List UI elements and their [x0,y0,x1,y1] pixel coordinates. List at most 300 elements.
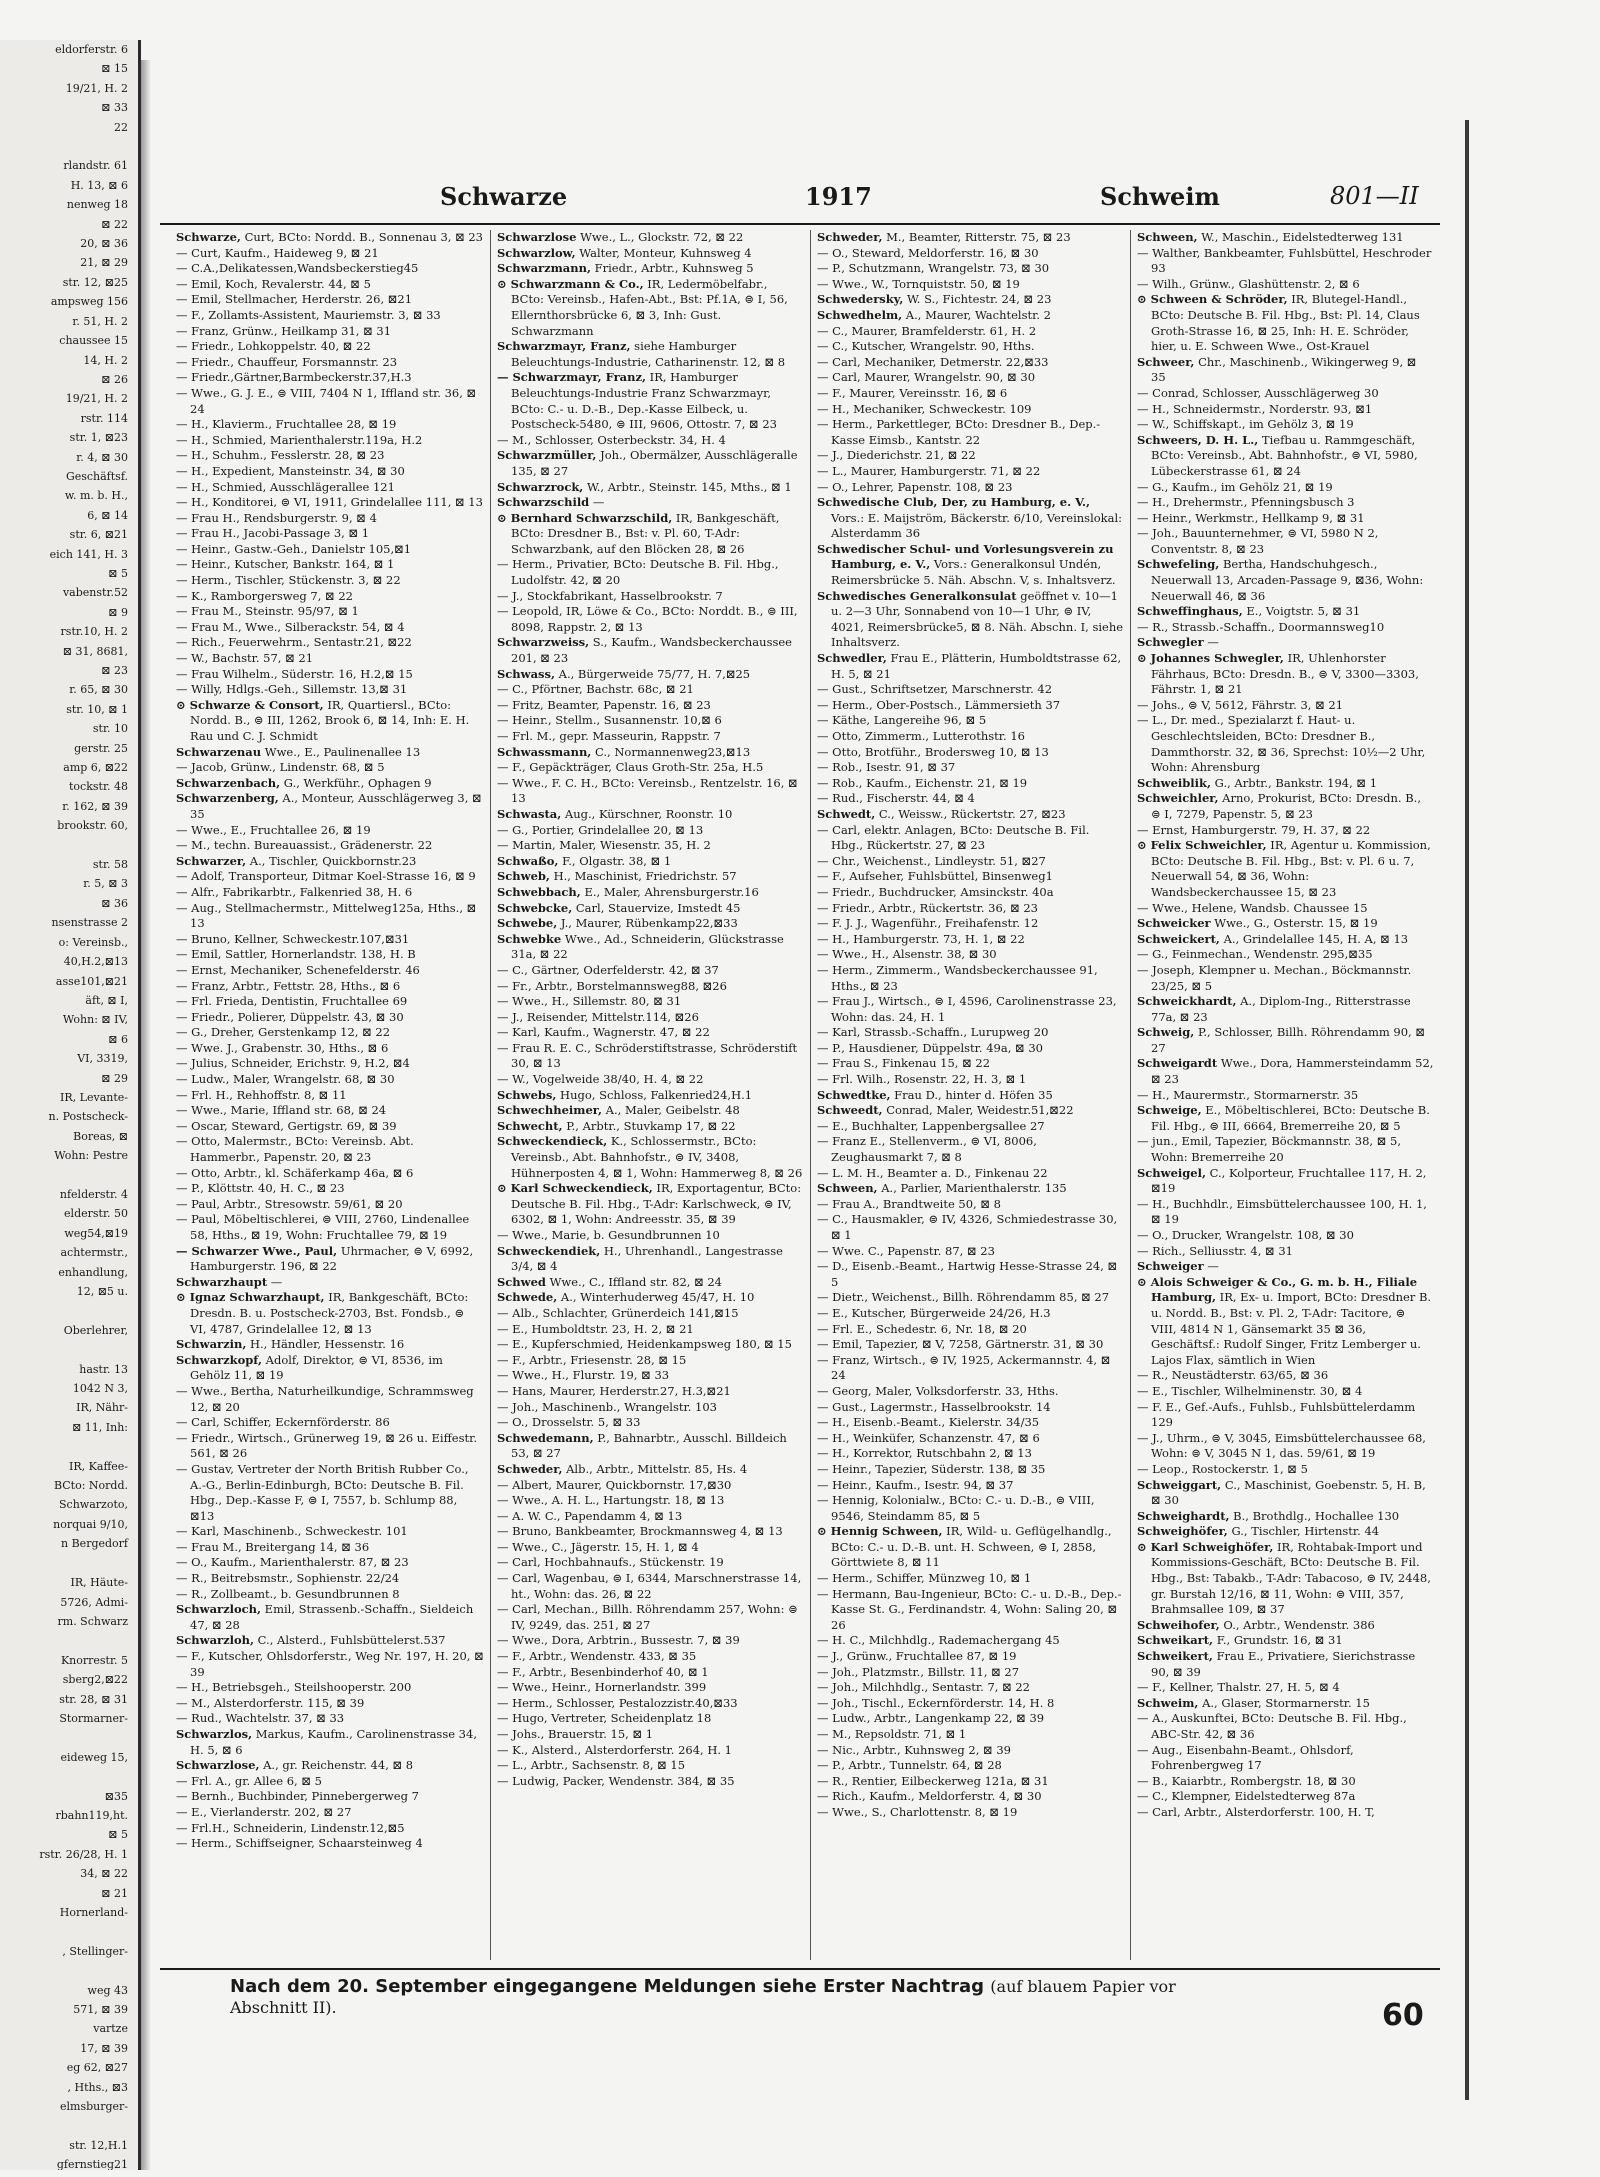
entry-details: — Albert, Maurer, Quickbornstr. 17,⊠30 [497,1477,732,1492]
directory-entry [1137,698,1434,714]
directory-entry [817,1415,1124,1431]
directory-entry [176,869,484,885]
entry-details: — Herm., Schiffer, Münzweg 10, ⊠ 1 [817,1571,1032,1586]
directory-entry [817,1353,1124,1384]
directory-entry [176,1056,484,1072]
entry-name: Schweb, [497,869,550,884]
entry-name: Schwede, [497,1290,558,1305]
directory-entry [817,1493,1124,1524]
entry-name: ⊙ Ignaz Schwarzhaupt, [176,1290,325,1305]
entry-name: Schweer, [1137,354,1195,369]
entry-name: Schwarzenberg, [176,791,279,806]
entry-name: Schwecht, [497,1118,563,1133]
entry-details: — G., Dreher, Gerstenkamp 12, ⊠ 22 [176,1025,391,1040]
directory-entry [497,1743,804,1759]
entry-details: — Herm., Schiffseigner, Schaarsteinweg 4 [176,1836,423,1851]
directory-entry [497,1384,804,1400]
directory-entry [176,495,484,511]
entry-details: Wwe., Ad., Schneiderin, Glückstrasse 31a, ⊠ 22 [511,931,784,962]
directory-entry [1137,1025,1434,1056]
directory-entry [497,682,804,698]
sliver-line [0,1922,138,1941]
entry-name: Schwedemann, [497,1430,594,1445]
entry-details: IR, Ex- u. Import, BCto: Dresdner B. u. Nordd. B., Bst: v. Pl. 2, T-Adr: Tacitore, ⊜ VIII, 4814 N 1, Gänsemarkt 35 ⊠ 36, Geschäftsf.: Rudolf Singer, Fritz Lemberger u. Lajos Flax, sämtlich in Wien [1151,1290,1432,1367]
directory-entry [817,682,1124,698]
entry-name: Schwarzloh, [176,1633,255,1648]
directory-entry [176,620,484,636]
directory-entry [176,324,484,340]
directory-entry [817,1478,1124,1494]
directory-page [150,120,1450,2160]
entry-name: Schwass, [497,666,555,681]
directory-entry [176,1789,484,1805]
directory-entry [1137,557,1434,604]
directory-entry [497,1353,804,1369]
entry-name: Schwebcke, [497,900,573,915]
directory-entry [497,1431,804,1462]
entry-name: Schwebbach, [497,884,581,899]
entry-details: — Franz E., Stellenverm., ⊜ VI, 8006, Zeughausmarkt 7, ⊠ 8 [817,1134,1037,1165]
sliver-line: rm. Schwarz [57,1614,128,1628]
directory-entry [817,480,1124,496]
sliver-line: 21, ⊠ 29 [80,256,128,270]
entry-details: — O., Kaufm., Marienthalerstr. 87, ⊠ 23 [176,1555,409,1570]
directory-entry [817,651,1124,682]
sliver-line: ⊠ 21 [101,1886,128,1900]
directory-entry [497,713,804,729]
entry-details: — Rob., Isestr. 91, ⊠ 37 [817,760,956,775]
entry-details: — Willy, Hdlgs.-Geh., Sillemstr. 13,⊠ 31 [176,682,408,697]
sliver-line [0,1554,138,1573]
entry-details: — K., Alsterd., Alsterdorferstr. 264, H. 1 [497,1742,732,1757]
entry-details: — Heinr., Kutscher, Bankstr. 164, ⊠ 1 [176,557,395,572]
sliver-line: norquai 9/10, [53,1517,128,1531]
entry-name: Schwarzlose [497,230,577,244]
entry-details: — Carl, Hochbahnaufs., Stückenstr. 19 [497,1555,724,1570]
sliver-line: eich 141, H. 3 [49,547,128,561]
sliver-line: rstr. 114 [80,411,128,425]
entry-details: — Franz, Grünw., Heilkamp 31, ⊠ 31 [176,323,392,338]
entry-details: M., Beamter, Ritterstr. 75, ⊠ 23 [882,230,1071,244]
directory-entry [817,947,1124,963]
entry-details: W., Arbtr., Steinstr. 145, Mths., ⊠ 1 [583,479,792,494]
entry-details: — Dietr., Weichenst., Billh. Röhrendamm 85, ⊠ 27 [817,1290,1110,1305]
sliver-line: eldorferstr. 6 [55,43,128,56]
directory-entry [176,1805,484,1821]
entry-details: — Emil, Tapezier, ⊠ V, 7258, Gärtnerstr. 31, ⊠ 30 [817,1337,1104,1352]
directory-entry [817,1025,1124,1041]
entry-name: Schweighöfer, [1137,1524,1228,1539]
directory-entry [497,1540,804,1556]
entry-name: Schwarzmayr, Franz, [497,339,631,354]
directory-entry [176,1166,484,1182]
entry-details: — Nic., Arbtr., Kuhnsweg 2, ⊠ 39 [817,1742,1011,1757]
directory-entry [817,1446,1124,1462]
directory-entry [817,277,1124,293]
entry-details: E., Möbeltischlerei, BCto: Deutsche B. Fil. Hbg., ⊜ III, 6664, Bremerreihe 20, ⊠ 5 [1151,1103,1430,1133]
entry-details: — Frau H., Jacobi-Passage 3, ⊠ 1 [176,526,370,541]
entry-details: — H., Hamburgerstr. 73, H. 1, ⊠ 22 [817,931,1025,946]
directory-entry [497,1181,804,1228]
entry-details: — M., Schlosser, Osterbeckstr. 34, H. 4 [497,432,726,447]
entry-details: — A. W. C., Papendamm 4, ⊠ 13 [497,1508,683,1523]
directory-entry [497,979,804,995]
entry-name: Schwefeling, [1137,557,1220,572]
directory-entry [817,1306,1124,1322]
entry-details: — Frau M., Breitergang 14, ⊠ 36 [176,1539,370,1554]
entry-details: — Joh., Tischl., Eckernförderstr. 14, H. 8 [817,1695,1055,1710]
entry-details: — Ludw., Arbtr., Langenkamp 22, ⊠ 39 [817,1711,1045,1726]
directory-entry [817,776,1124,792]
entry-details: — D., Eisenb.-Beamt., Hartwig Hesse-Strasse 24, ⊠ 5 [817,1259,1118,1289]
sliver-line: 1042 N 3, [72,1382,128,1396]
directory-entry [817,1633,1124,1649]
entry-details: — Adolf, Transporteur, Ditmar Koel-Strasse 16, ⊠ 9 [176,869,476,884]
entry-name: Schweige, [1137,1103,1202,1118]
directory-entry [1137,495,1434,511]
sliver-line: 17, ⊠ 39 [80,2041,128,2055]
entry-name: Schwarzenbach, [176,775,281,790]
directory-entry [1137,1368,1434,1384]
directory-entry [176,791,484,822]
sliver-line: ⊠ 15 [101,62,128,76]
entry-details: — W., Bachstr. 57, ⊠ 21 [176,651,314,666]
sliver-line [0,1437,138,1456]
directory-entry [497,1680,804,1696]
directory-entry [817,417,1124,448]
entry-details: — Friedr.,Gärtner,Barmbeckerstr.37,H.3 [176,370,412,385]
entry-details: — W., Schiffskapt., im Gehölz 3, ⊠ 19 [1137,417,1354,432]
directory-entry [1137,1711,1434,1742]
sliver-line: ampsweg 156 [50,295,128,309]
sliver-line: gerstr. 25 [74,741,128,755]
entry-details: A., Tischler, Quickbornstr.23 [246,853,417,868]
entry-name: Schwarzlos, [176,1727,253,1741]
entry-name: Schweder, [497,1461,563,1476]
directory-entry [497,1368,804,1384]
sliver-line: str. 58 [92,858,128,872]
entry-details: Walter, Monteur, Kuhnsweg 4 [575,245,752,260]
directory-entry [497,1649,804,1665]
entry-name: Schweikart, [1137,1633,1214,1648]
directory-entry [1137,433,1434,480]
entry-details: — E., Humboldtstr. 23, H. 2, ⊠ 21 [497,1321,694,1336]
directory-entry [817,932,1124,948]
entry-details: — R., Strassb.-Schaffn., Doormannsweg10 [1137,619,1385,634]
sliver-line: tockstr. 48 [69,780,128,794]
directory-entry [1137,776,1434,792]
entry-details: — Frl. M., gepr. Masseurin, Rappstr. 7 [497,729,721,743]
sliver-line: Geschäftsf. [65,469,128,483]
directory-entry [497,1462,804,1478]
directory-entry [176,979,484,995]
entry-details: IR, Bankgeschäft, BCto: Dresdner B., Bst: v. Pl. 60, T-Adr: Schwarzbank, auf den Blöcken 28, ⊠ 26 [511,510,780,556]
entry-details: — C., Hausmakler, ⊜ IV, 4326, Schmiedestrasse 30, ⊠ 1 [817,1212,1118,1242]
entry-details: — Oscar, Steward, Gertigstr. 69, ⊠ 39 [176,1118,397,1133]
entry-details: — H., Betriebsgeh., Steilshooperstr. 200 [176,1680,412,1695]
directory-entry [176,682,484,698]
sliver-line: Wohn: Pestre [54,1149,128,1163]
entry-details: — Wwe., H., Alsenstr. 38, ⊠ 30 [817,947,997,962]
sliver-line: chaussee 15 [59,334,128,348]
entry-details: — Franz, Arbtr., Fettstr. 28, Hths., ⊠ 6 [176,978,401,993]
directory-entry [176,635,484,651]
entry-details: — Martin, Maler, Wiesenstr. 35, H. 2 [497,838,711,853]
directory-entry [817,760,1124,776]
directory-entry [1137,791,1434,822]
page-number: 60 [1382,1998,1424,2033]
entry-details: — Ernst, Mechaniker, Schenefelderstr. 46 [176,962,420,977]
entry-name: ⊙ Johannes Schwegler, [1137,651,1284,666]
directory-entry [176,277,484,293]
sliver-line: 571, ⊠ 39 [73,2003,128,2017]
directory-entry [817,1088,1124,1104]
directory-entry [176,230,484,246]
directory-entry [497,869,804,885]
entry-details: — Curt, Kaufm., Haideweg 9, ⊠ 21 [176,245,379,260]
directory-entry [1137,1244,1434,1260]
directory-entry [497,604,804,635]
entry-details: Wwe., E., Paulinenallee 13 [261,744,421,759]
directory-entry [497,776,804,807]
entry-name: Schwarze, [176,230,241,244]
entry-details: — Carl, Arbtr., Alsterdorferstr. 100, H. T, [1137,1804,1375,1819]
entry-name: Schweikert, [1137,1649,1213,1664]
directory-entry [497,1010,804,1026]
sliver-line: r. 162, ⊠ 39 [62,799,128,813]
directory-entry [817,963,1124,994]
sliver-line: weg54,⊠19 [64,1226,128,1240]
entry-details: — Karl, Maschinenb., Schweckestr. 101 [176,1524,408,1539]
entry-details: — Joh., Bauunternehmer, ⊜ VI, 5980 N 2, Conventstr. 8, ⊠ 23 [1137,526,1379,556]
directory-entry [817,355,1124,371]
directory-entry [497,1290,804,1306]
entry-details: — Friedr., Arbtr., Rückertstr. 36, ⊠ 23 [817,900,1038,915]
entry-details: — Wwe., G. J. E., ⊜ VIII, 7404 N 1, Iffland str. 36, ⊠ 24 [176,385,477,416]
entry-name: Schweffinghaus, [1137,604,1243,619]
directory-entry [497,261,804,277]
directory-entry [176,776,484,792]
entry-details: — Friedr., Chauffeur, Forsmannstr. 23 [176,354,398,369]
entry-details: — F., Arbtr., Wendenstr. 433, ⊠ 35 [497,1649,697,1664]
directory-entry [176,526,484,542]
entry-name: Schwarzmüller, [497,448,597,463]
entry-details: — Wilh., Grünw., Glashüttenstr. 2, ⊠ 6 [1137,276,1360,291]
directory-entry [817,1571,1124,1587]
sliver-line [0,836,138,855]
entry-name: Schwedhelm, [817,307,903,322]
entry-name: Schwebke [497,931,562,946]
directory-entry [1137,620,1434,636]
directory-entry [1137,1540,1434,1618]
entry-name: Schween, [1137,230,1198,244]
directory-entry [497,246,804,262]
entry-details: — Frl.H., Schneiderin, Lindenstr.12,⊠5 [176,1820,405,1835]
entry-details: — F., Gepäckträger, Claus Groth-Str. 25a, H.5 [497,760,764,775]
directory-entry [817,1649,1124,1665]
directory-entry [817,745,1124,761]
entry-details: — Wwe., F. C. H., BCto: Vereinsb., Rentzelstr. 16, ⊠ 13 [497,775,798,806]
directory-entry [176,1212,484,1243]
entry-details: Curt, BCto: Nordd. B., Sonnenau 3, ⊠ 23 [240,230,483,244]
directory-entry [176,292,484,308]
sliver-line: elmsburger- [59,2100,128,2114]
directory-entry [176,1711,484,1727]
entry-details: — H., Weinküfer, Schanzenstr. 47, ⊠ 6 [817,1430,1040,1445]
directory-entry [176,1540,484,1556]
directory-entry [497,854,804,870]
entry-details: — Carl, Maurer, Wrangelstr. 90, ⊠ 30 [817,370,1036,385]
sliver-line [0,1728,138,1747]
entry-details: Wwe., G., Osterstr. 15, ⊠ 19 [1210,916,1378,931]
sliver-line: weg 43 [87,1983,128,1997]
sliver-line: o: Vereinsb., [58,935,128,949]
entry-details: — Carl, Schiffer, Eckernförderstr. 86 [176,1415,390,1430]
directory-entry [1137,1197,1434,1228]
entry-details: — Otto, Brotführ., Brodersweg 10, ⊠ 13 [817,744,1049,759]
entry-details: — Jacob, Grünw., Lindenstr. 68, ⊠ 5 [176,760,385,775]
entry-name: ⊙ Karl Schweckendieck, [497,1181,653,1196]
directory-entry [176,1072,484,1088]
directory-entry [1137,947,1434,963]
entry-name: Schwebs, [497,1087,557,1102]
entry-details: — Frau M., Steinstr. 95/97, ⊠ 1 [176,604,359,619]
directory-entry [817,246,1124,262]
entry-details: E., Voigtstr. 5, ⊠ 31 [1242,604,1361,619]
header-first-name: Schwarze [440,182,568,211]
directory-entry [1137,1134,1434,1165]
entry-details: — Wwe., Bertha, Naturheilkundige, Schrammsweg 12, ⊠ 20 [176,1383,474,1414]
directory-entry [497,1758,804,1774]
directory-entry [176,1602,484,1633]
entry-details: IR, Ledermöbelfabr., BCto: Vereinsb., Hafen-Abt., Bst: Pf.1A, ⊜ I, 56, Ellernthorsbrücke 6, ⊠ 3, Inh: Gust. Schwarzmann [511,276,788,338]
directory-entry [817,1696,1124,1712]
directory-entry [1137,1789,1434,1805]
entry-name: Schwarzmann, [497,261,591,276]
entry-details: — H., Eisenb.-Beamt., Kielerstr. 34/35 [817,1415,1040,1430]
directory-entry [817,1524,1124,1571]
directory-entry [497,823,804,839]
entry-details: — Johs., ⊜ V, 5612, Fährstr. 3, ⊠ 21 [1137,697,1344,712]
entry-details: IR, Quartiersl., BCto: Nordd. B., ⊜ III, 1262, Brook 6, ⊠ 14, Inh: E. H. Rau und C. J. Schmidt [190,697,470,743]
entry-details: J., Maurer, Rübenkamp22,⊠33 [557,916,738,931]
directory-entry [497,1072,804,1088]
entry-name: Schwed [497,1274,546,1289]
entry-details: — C., Klempner, Eidelstedterweg 87a [1137,1789,1356,1804]
sliver-line: Oberlehrer, [63,1323,128,1337]
entry-details: — J., Grünw., Fruchtallee 87, ⊠ 19 [817,1649,1017,1664]
entry-name: Schweichler, [1137,791,1219,806]
directory-entry [497,635,804,666]
entry-details: — Rich., Feuerwehrm., Sentastr.21, ⊠22 [176,635,412,650]
directory-entry [497,1306,804,1322]
entry-name: Schwarzin, [176,1337,247,1352]
directory-entry [817,1789,1124,1805]
entry-details: — Wwe. C., Papenstr. 87, ⊠ 23 [817,1243,995,1258]
entry-details: — O., Drucker, Wrangelstr. 108, ⊠ 30 [1137,1228,1354,1242]
directory-entry [817,1680,1124,1696]
directory-entry [497,433,804,449]
sliver-line: eg 62, ⊠27 [66,2061,128,2075]
entry-details: — G., Feinmechan., Wendenstr. 295,⊠35 [1137,947,1373,962]
running-header [150,182,1450,222]
entry-details: — H., Korrektor, Rutschbahn 2, ⊠ 13 [817,1446,1032,1461]
directory-entry [497,230,804,246]
directory-entry [176,932,484,948]
entry-details: — Wwe., Marie, b. Gesundbrunnen 10 [497,1228,720,1242]
entry-details: Frau E., Privatiere, Sierichstrasse 90, ⊠ 39 [1151,1649,1416,1679]
entry-details: — Carl, Wagenbau, ⊜ I, 6344, Marschnerstrasse 14, ht., Wohn: das. 26, ⊠ 22 [497,1571,802,1601]
directory-entry [497,1228,804,1244]
sliver-line: ⊠ 5 [108,1828,128,1842]
directory-entry [497,511,804,558]
entry-details: Vors.: E. Maijström, Bäckerstr. 6/10, Vereinslokal: Alsterdamm 36 [831,510,1123,541]
entry-details: — F., Arbtr., Friesenstr. 28, ⊠ 15 [497,1352,687,1367]
entry-details: — M., Repsoldstr. 71, ⊠ 1 [817,1727,967,1741]
entry-details: — Wwe., Dora, Arbtrin., Bussestr. 7, ⊠ 39 [497,1633,740,1648]
directory-entry [817,1743,1124,1759]
directory-entry [176,370,484,386]
entry-details: — F. J. J., Wagenführ., Freihafenstr. 12 [817,916,1039,931]
entry-details: — F., Maurer, Vereinsstr. 16, ⊠ 6 [817,385,1008,400]
entry-details: — L., Maurer, Hamburgerstr. 71, ⊠ 22 [817,463,1041,478]
sliver-line: achtermstr., [60,1246,128,1260]
entry-details: — E., Buchhalter, Lappenbergsallee 27 [817,1118,1045,1133]
entry-details: A., Maler, Geibelstr. 48 [602,1103,740,1118]
entry-name: ⊙ Bernhard Schwarzschild, [497,510,673,525]
directory-entry [497,1478,804,1494]
entry-details: — Friedr., Wirtsch., Grünerweg 19, ⊠ 26 u. Eiffestr. 561, ⊠ 26 [176,1430,477,1461]
directory-entry [817,1134,1124,1165]
sliver-line: nfelderstr. 4 [59,1187,128,1201]
sliver-line: r. 4, ⊠ 30 [76,450,128,464]
sliver-line: ⊠ 31, 8681, [62,644,128,658]
entry-name: Schwarzlose, [176,1758,260,1773]
directory-entry [497,480,804,496]
directory-entry [497,557,804,588]
directory-entry [497,760,804,776]
sliver-line: ⊠ 36 [101,896,128,910]
directory-entry [176,1010,484,1026]
column-4 [1130,230,1440,1960]
entry-details: — Hans, Maurer, Herderstr.27, H.3,⊠21 [497,1383,731,1398]
directory-entry [817,448,1124,464]
directory-entry [1137,1680,1434,1696]
entry-details: IR, Hamburger Beleuchtungs-Industrie Franz Schwarzmayr, BCto: C.- u. D.-B., Dep.-Kasse Eilbeck, u. Postscheck-5480, ⊜ III, 9606, Ottostr. 7, ⊠ 23 [511,370,777,432]
entry-details: — Karl, Strassb.-Schaffn., Lurupweg 20 [817,1025,1049,1040]
entry-details: — L., Dr. med., Spezialarzt f. Haut- u. Geschlechtsleiden, BCto: Dresdner B., Dammthorstr. 32, ⊠ 36, Sprechst: 10½—2 Uhr, Wohn: Ahrensburg [1137,713,1426,775]
entry-details: — Johs., Brauerstr. 15, ⊠ 1 [497,1727,654,1741]
directory-entry [1137,1228,1434,1244]
entry-details: — Otto, Malermstr., BCto: Vereinsb. Abt. Hammerbr., Papenstr. 20, ⊠ 23 [176,1134,414,1165]
entry-details: Uhrmacher, ⊜ V, 6992, Hamburgerstr. 196, ⊠ 22 [190,1243,474,1274]
entry-details: — Leop., Rostockerstr. 1, ⊠ 5 [1137,1461,1308,1476]
directory-entry [817,402,1124,418]
entry-details: — Wwe. J., Grabenstr. 30, Hths., ⊠ 6 [176,1040,389,1055]
entry-name: — Schwarzmayr, Franz, [497,370,647,385]
entry-details: — Frl. E., Schedestr. 6, Nr. 18, ⊠ 20 [817,1321,1027,1336]
directory-entry [817,230,1124,246]
entry-details: — Emil, Koch, Revalerstr. 44, ⊠ 5 [176,276,371,291]
directory-entry [497,1119,804,1135]
entry-name: Schwarzkopf, [176,1352,262,1367]
sliver-line [0,1340,138,1359]
entry-details: — P., Klöttstr. 40, H. C., ⊠ 23 [176,1181,345,1196]
directory-entry [1137,386,1434,402]
sliver-line: 22 [114,120,128,134]
directory-entry [176,1134,484,1165]
directory-entry [1137,417,1434,433]
